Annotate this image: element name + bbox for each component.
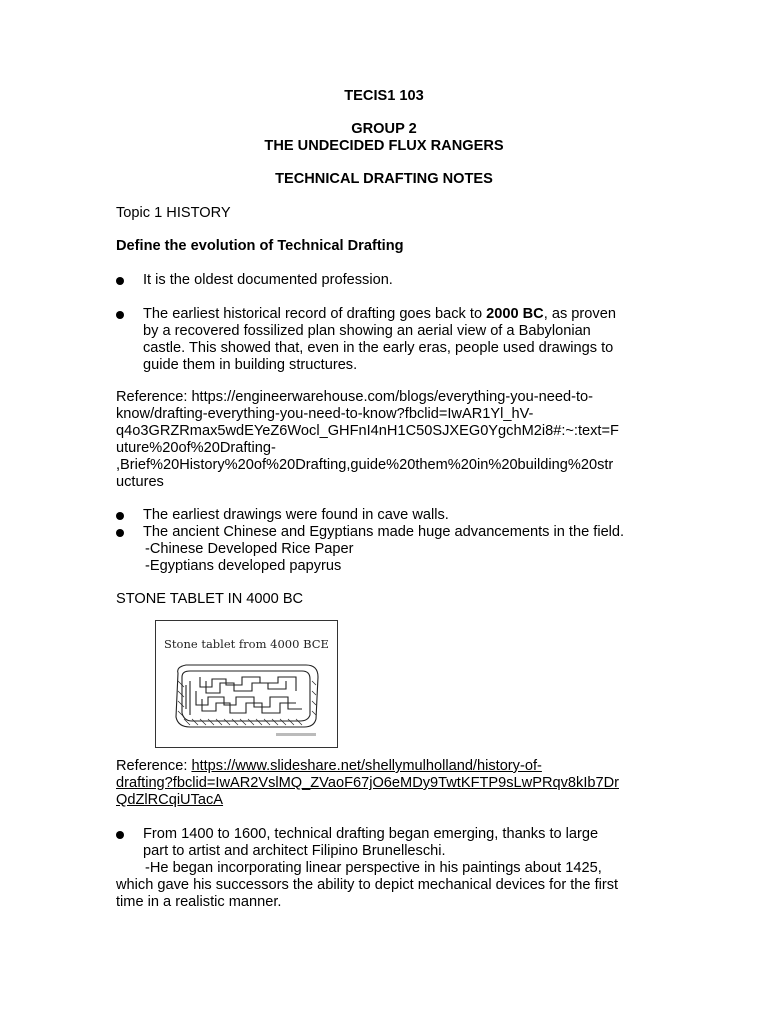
paragraph-line: which gave his successors the ability to depict mechanical devices for the first [116,877,619,893]
sub-item: -He began incorporating linear perspective in his paintings about 1425, [145,860,602,876]
topic-heading: Topic 1 HISTORY [116,205,231,221]
reference-link[interactable]: drafting?fbclid=IwAR2VslMQ_ZVaoF67jO6eMDy9TwtKFTP9sLwPRqv8kIb7Dr [116,775,619,791]
bullet-text: From 1400 to 1600, technical drafting began emerging, thanks to large [143,826,599,842]
bullet-icon [116,529,124,537]
bullet-icon [116,277,124,285]
paragraph-line: time in a realistic manner. [116,894,282,910]
group-number: GROUP 2 [351,121,417,137]
bullet-text-continued: part to artist and architect Filipino Brunelleschi. [143,843,446,859]
figure-credit-mark [276,733,316,736]
reference-line: uctures [116,474,164,490]
reference-line: know/drafting-everything-you-need-to-know?fbclid=IwAR1Yl_hV- [116,406,534,422]
bullet-text-continued: by a recovered fossilized plan showing an aerial view of a Babylonian [143,323,591,339]
bullet-text: The earliest drawings were found in cave walls. [143,507,449,523]
section-heading: Define the evolution of Technical Drafting [116,238,404,254]
course-code: TECIS1 103 [344,88,424,104]
bold-date: 2000 BC [486,306,544,322]
bullet-icon [116,831,124,839]
stone-tablet-drawing [156,621,337,747]
bullet-text-continued: guide them in building structures. [143,357,358,373]
stone-tablet-figure [155,620,338,748]
reference-line: q4o3GRZRmax5wdEYeZ6Wocl_GHFnI4nH1C50SJXEG0YgchM2i8#:~:text=F [116,423,619,439]
reference-line: ,Brief%20History%20of%20Drafting,guide%20them%20in%20building%20str [116,457,614,473]
bullet-icon [116,311,124,319]
document-title: TECHNICAL DRAFTING NOTES [275,171,493,187]
sub-item: -Chinese Developed Rice Paper [145,541,354,557]
bullet-text: The earliest historical record of drafting goes back to 2000 BC, as proven [143,306,616,322]
reference-link[interactable]: QdZlRCqiUTacA [116,792,224,808]
group-name: THE UNDECIDED FLUX RANGERS [264,138,504,154]
stone-tablet-heading: STONE TABLET IN 4000 BC [116,591,304,607]
sub-item: -Egyptians developed papyrus [145,558,342,574]
bullet-text: The ancient Chinese and Egyptians made huge advancements in the field. [143,524,625,540]
reference-link[interactable]: https://www.slideshare.net/shellymulholland/history-of- [191,758,542,774]
bullet-text: It is the oldest documented profession. [143,272,393,288]
bullet-icon [116,512,124,520]
reference-line: uture%20of%20Drafting- [116,440,276,456]
bullet-text-continued: castle. This showed that, even in the early eras, people used drawings to [143,340,614,356]
reference-line: Reference: https://www.slideshare.net/shellymulholland/history-of- [116,758,542,774]
reference-line: Reference: https://engineerwarehouse.com/blogs/everything-you-need-to- [116,389,593,405]
figure-caption: Stone tablet from 4000 BCE [164,637,329,651]
